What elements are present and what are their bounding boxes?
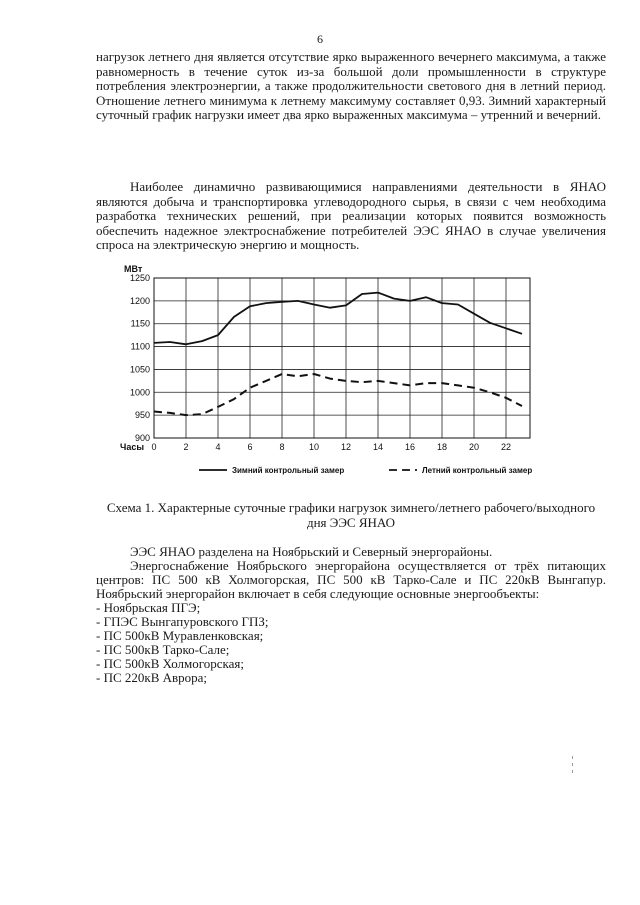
x-tick-label: 12 <box>340 442 352 452</box>
x-tick-label: 10 <box>308 442 320 452</box>
y-tick-label: 950 <box>134 410 150 421</box>
x-tick-label: 16 <box>404 442 416 452</box>
x-tick-label: 14 <box>372 442 384 452</box>
x-tick-label: 4 <box>215 442 221 452</box>
x-tick-label: 18 <box>436 442 448 452</box>
y-tick-label: 1100 <box>130 341 150 352</box>
energy-objects-list <box>96 601 606 685</box>
page-number: 6 <box>317 32 323 46</box>
paragraph-text: Наиболее динамично развивающимися направлениями деятельности в ЯНАО являются добыча и транспортировка углеводородного сырья, в связи с чем необходима разработка технических решений, при реализации которых появится возможность обеспечить надежное электроснабжение потребителей ЭЭС ЯНАО в случае увеличения спроса на электрическую энергию и мощность. <box>96 179 606 252</box>
y-tick-label: 1050 <box>129 364 150 375</box>
section-intro: ЭЭС ЯНАО разделена на Ноябрьский и Северный энергорайоны. <box>130 544 493 559</box>
list-item: - ПС 500кВ Муравленковская; <box>96 628 264 643</box>
paragraph-2 <box>96 180 606 253</box>
y-tick-label: 900 <box>134 433 150 443</box>
x-axis-label: Часы <box>120 442 145 452</box>
list-item: - Ноябрьская ПГЭ; <box>96 600 201 615</box>
list-item: - ПС 220кВ Аврора; <box>96 670 208 685</box>
load-chart <box>104 258 544 480</box>
y-tick-label: 1250 <box>129 273 150 283</box>
series-line-winter <box>154 293 522 345</box>
list-item: - ПС 500кВ Тарко-Сале; <box>96 642 230 657</box>
figure-caption: Схема 1. Характерные суточные графики нагрузок зимнего/летнего рабочего/выходного дня ЭЭС ЯНАО <box>106 500 596 530</box>
y-tick-label: 1000 <box>129 387 150 398</box>
x-tick-label: 8 <box>279 442 285 452</box>
x-tick-label: 0 <box>151 442 157 452</box>
legend-label: Зимний контрольный замер <box>232 466 345 475</box>
list-item: - ПС 500кВ Холмогорская; <box>96 656 244 671</box>
x-tick-label: 2 <box>183 442 189 452</box>
scan-artifact <box>572 756 574 780</box>
legend-label: Летний контрольный замер <box>422 466 533 475</box>
x-tick-label: 20 <box>468 442 480 452</box>
paragraph-text: нагрузок летнего дня является отсутствие ярко выраженного вечернего максимума, а также равномерность в течение суток из-за большой доли промышленности в структуре потребления электроэнергии, а также продолжительности светового дня в летний период. Отношение летнего минимума к летнему максимуму составляет 0,93. Зимний характерный суточный график нагрузки имеет два ярко выраженных максимума – утренний и вечерний. <box>96 49 606 122</box>
x-tick-label: 6 <box>247 442 253 452</box>
y-tick-label: 1200 <box>129 295 150 306</box>
y-tick-label: 1150 <box>130 318 150 329</box>
paragraph-1 <box>96 50 606 123</box>
section-energy-districts <box>96 545 606 685</box>
section-text: Энергоснабжение Ноябрьского энергорайона осуществляется от трёх питающих центров: ПС 500 кВ Холмогорская, ПС 500 кВ Тарко-Сале и ПС 220кВ Вынгапур. Ноябрьский энергорайон включает в себя следующие основные энергообъекты: <box>96 558 606 601</box>
x-tick-label: 22 <box>500 442 512 452</box>
y-axis-label: МВт <box>124 264 143 274</box>
list-item: - ГПЭС Вынгапуровского ГПЗ; <box>96 614 269 629</box>
series-line-summer <box>154 374 522 415</box>
load-chart-svg <box>104 258 544 480</box>
